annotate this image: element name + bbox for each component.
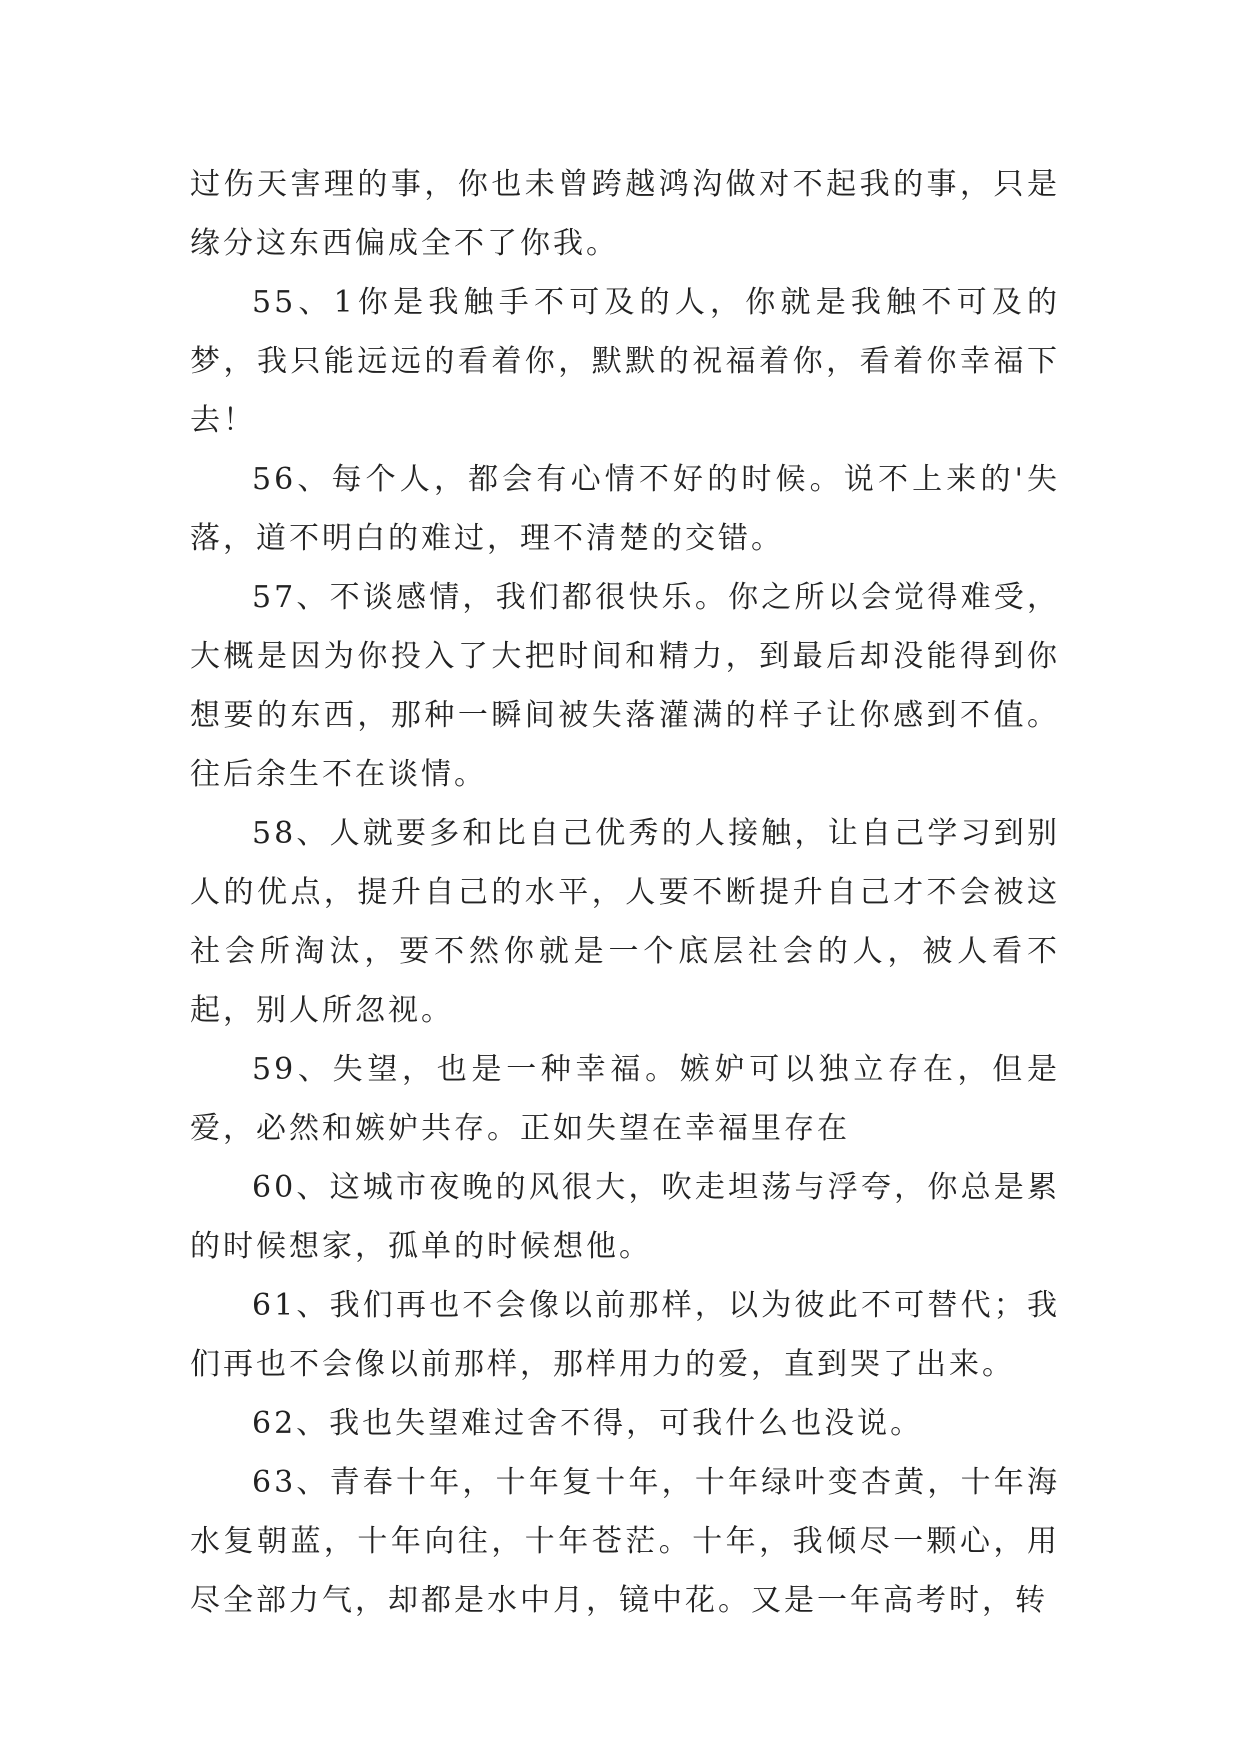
paragraph-60: 60、这城市夜晚的风很大，吹走坦荡与浮夸，你总是累的时候想家，孤单的时候想他。 bbox=[190, 1170, 1060, 1264]
paragraph-continuation: 过伤天害理的事，你也未曾跨越鸿沟做对不起我的事，只是缘分这东西偏成全不了你我。 bbox=[190, 167, 1060, 261]
paragraph-56: 56、每个人，都会有心情不好的时候。说不上来的'失落，道不明白的难过，理不清楚的交错。 bbox=[190, 462, 1060, 556]
paragraph-62: 62、我也失望难过舍不得，可我什么也没说。 bbox=[252, 1406, 924, 1441]
paragraph-63: 63、青春十年，十年复十年，十年绿叶变杏黄，十年海水复朝蓝，十年向往，十年苍茫。十年，我倾尽一颗心，用尽全部力气，却都是水中月，镜中花。又是一年高考时，转 bbox=[190, 1465, 1060, 1618]
paragraph-58: 58、人就要多和比自己优秀的人接触，让自己学习到别人的优点，提升自己的水平，人要不断提升自己才不会被这社会所淘汰，要不然你就是一个底层社会的人，被人看不起，别人所忽视。 bbox=[190, 816, 1060, 1028]
document-body bbox=[190, 155, 1060, 1630]
paragraph-57: 57、不谈感情，我们都很快乐。你之所以会觉得难受，大概是因为你投入了大把时间和精力，到最后却没能得到你想要的东西，那种一瞬间被失落灌满的样子让你感到不值。往后余生不在谈情。 bbox=[190, 580, 1060, 792]
paragraph-59: 59、失望，也是一种幸福。嫉妒可以独立存在，但是爱，必然和嫉妒共存。正如失望在幸福里存在 bbox=[190, 1052, 1060, 1146]
paragraph-55: 55、1你是我触手不可及的人，你就是我触不可及的梦，我只能远远的看着你，默默的祝福着你，看着你幸福下去！ bbox=[190, 285, 1060, 438]
paragraph-61: 61、我们再也不会像以前那样，以为彼此不可替代；我们再也不会像以前那样，那样用力的爱，直到哭了出来。 bbox=[190, 1288, 1060, 1382]
